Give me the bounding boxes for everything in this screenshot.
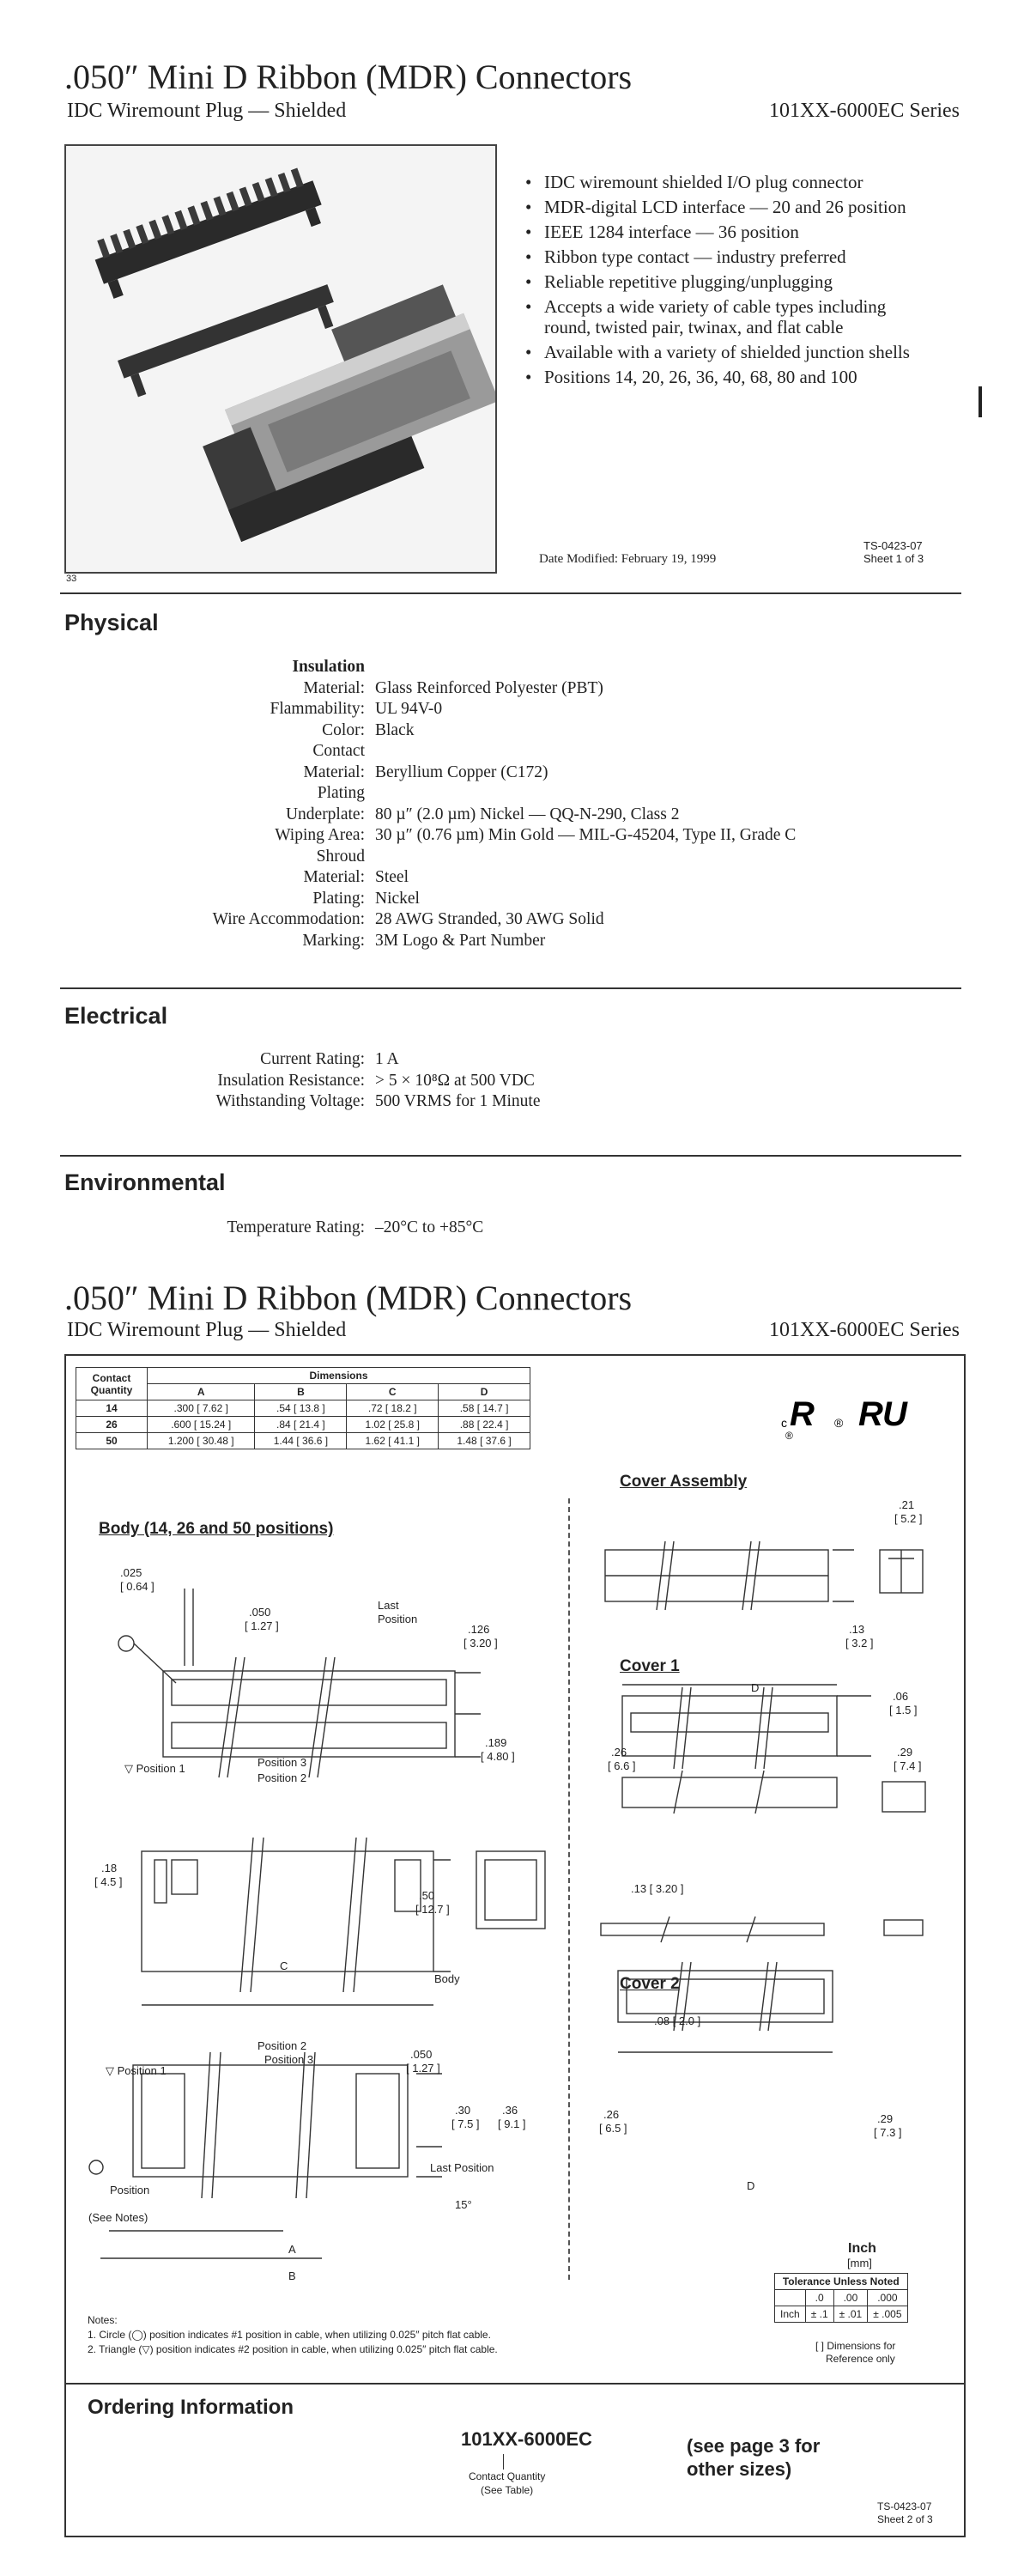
- c1-dim-06-mm: [ 1.5 ]: [889, 1704, 918, 1716]
- spec-value: [375, 657, 837, 678]
- spec-row: [64, 1049, 837, 1071]
- dim-18-mm: [ 4.5 ]: [94, 1875, 123, 1888]
- series-label: 101XX-6000EC Series: [769, 100, 960, 122]
- ca-dim-13-mm: [ 3.2 ]: [845, 1637, 874, 1649]
- col-header: A: [148, 1384, 255, 1400]
- c2-dim-26: .26: [603, 2108, 620, 2121]
- spec-row: [64, 889, 837, 910]
- spec-key: Color:: [322, 720, 365, 739]
- spec-key: Underplate:: [285, 805, 365, 823]
- svg-text:®: ®: [785, 1430, 793, 1442]
- c1-dim-26-mm: [ 6.6 ]: [608, 1759, 636, 1772]
- divider: [60, 1155, 961, 1157]
- c1-dim-06: .06: [893, 1690, 909, 1703]
- c1-dim-26: .26: [611, 1746, 627, 1759]
- spec-key: Temperature Rating:: [227, 1218, 365, 1236]
- pos3-bottom: Position 3: [264, 2053, 314, 2066]
- spec-value: UL 94V-0: [375, 700, 443, 718]
- spec-row: [64, 867, 837, 889]
- physical-heading: Physical: [64, 610, 159, 635]
- cover2-label: Cover 2: [620, 1975, 680, 1993]
- page2-subtitle: IDC Wiremount Plug — Shielded: [67, 1319, 347, 1341]
- tolerance-val: ± .01: [833, 2306, 868, 2323]
- last-position-bottom: Last Position: [430, 2161, 494, 2174]
- ul-certification-marks: [781, 1391, 936, 1447]
- svg-text:U: U: [882, 1395, 907, 1433]
- note-2: 2. Triangle (▽) position indicates #2 position in cable, when utilizing 0.025″ pitch flat cable.: [88, 2343, 498, 2355]
- spec-key: Shroud: [316, 847, 365, 866]
- table-cell: .88 [ 22.4 ]: [439, 1417, 530, 1433]
- dim-189: .189: [485, 1736, 507, 1749]
- divider: [64, 2383, 966, 2385]
- feature-item: • Positions 14, 20, 26, 36, 40, 68, 80 and 100: [525, 367, 929, 387]
- table-cell: 1.62 [ 41.1 ]: [347, 1433, 439, 1449]
- note-1: 1. Circle (◯) position indicates #1 position in cable, when utilizing 0.025″ pitch flat cable.: [88, 2329, 491, 2341]
- table-cell: .54 [ 13.8 ]: [255, 1400, 347, 1417]
- spec-key: Material:: [303, 868, 365, 886]
- tolerance-note-2: Reference only: [826, 2353, 895, 2365]
- photo-number: 33: [66, 574, 77, 584]
- pos2-bottom: Position 2: [258, 2039, 307, 2052]
- feature-item: • Ribbon type contact — industry preferred: [525, 246, 929, 267]
- table-cell: .600 [ 15.24 ]: [148, 1417, 255, 1433]
- electrical-specs: [64, 1049, 837, 1113]
- spec-key: Plating: [317, 784, 365, 802]
- body-section-label: Body (14, 26 and 50 positions): [99, 1520, 334, 1538]
- spec-value: [375, 783, 837, 805]
- spec-value: –20°C to +85°C: [375, 1218, 484, 1236]
- table-cell: .58 [ 14.7 ]: [439, 1400, 530, 1417]
- table-row: [76, 1417, 530, 1433]
- tolerance-col: .0: [805, 2290, 833, 2306]
- position2-label: Position 2: [258, 1771, 307, 1784]
- spec-key: Current Rating:: [260, 1050, 365, 1068]
- position1-label: ▽ Position 1: [124, 1762, 185, 1775]
- physical-specs: [64, 657, 837, 951]
- col-header: C: [347, 1384, 439, 1400]
- contact-quantity-label: Contact Quantity: [469, 2470, 546, 2482]
- spec-row: [64, 699, 837, 720]
- table-cell: .84 [ 21.4 ]: [255, 1417, 347, 1433]
- dim-30: .30: [455, 2104, 471, 2117]
- dim-36-mm: [ 9.1 ]: [498, 2117, 526, 2130]
- dim-30-mm: [ 7.5 ]: [451, 2117, 480, 2130]
- pos1-bottom-text: Position 1: [117, 2064, 167, 2077]
- tolerance-note-1: [ ] Dimensions for: [815, 2340, 896, 2352]
- see-page-note: (see page 3 for: [687, 2435, 821, 2457]
- table-cell: .72 [ 18.2 ]: [347, 1400, 439, 1417]
- feature-item: • Reliable repetitive plugging/unplugging: [525, 271, 929, 292]
- last-position-label: Last: [378, 1599, 399, 1612]
- c1-dim-29: .29: [897, 1746, 913, 1759]
- units-label: Inch: [848, 2241, 876, 2256]
- col-header: B: [255, 1384, 347, 1400]
- table-cell: 1.02 [ 25.8 ]: [347, 1417, 439, 1433]
- dim-c: C: [280, 1959, 288, 1972]
- spec-key: Material:: [303, 678, 365, 697]
- col-header: D: [439, 1384, 530, 1400]
- spec-key: Insulation: [292, 658, 365, 676]
- connector-illustration: [66, 146, 495, 572]
- spec-key: Flammability:: [270, 700, 365, 718]
- c1-dim-13: .13 [ 3.20 ]: [631, 1882, 684, 1895]
- divider: [60, 592, 961, 594]
- spec-value: 1 A: [375, 1050, 399, 1068]
- see-notes-label: (See Notes): [88, 2211, 148, 2224]
- feature-item: • Available with a variety of shielded junction shells: [525, 342, 929, 362]
- divider: [60, 987, 961, 989]
- doc-number: TS-0423-07: [863, 539, 923, 552]
- dim-050: .050: [249, 1606, 271, 1619]
- table-cell: 1.44 [ 36.6 ]: [255, 1433, 347, 1449]
- tolerance-col: .000: [868, 2290, 907, 2306]
- angle-label: 15°: [455, 2198, 472, 2211]
- spec-value: Nickel: [375, 889, 420, 908]
- table-cell: 1.48 [ 37.6 ]: [439, 1433, 530, 1449]
- spec-value: 30 µ″ (0.76 µm) Min Gold — MIL-G-45204, Type II, Grade C: [375, 826, 797, 844]
- position3-label: Position 3: [258, 1756, 307, 1769]
- ul-logo-icon: [781, 1391, 936, 1443]
- page-title: .050″ Mini D Ribbon (MDR) Connectors: [64, 58, 633, 96]
- units-mm: [mm]: [847, 2257, 872, 2269]
- spec-row: [64, 1091, 837, 1113]
- spec-value: Black: [375, 720, 415, 739]
- spec-row: [64, 720, 837, 742]
- feature-item: • IDC wiremount shielded I/O plug connector: [525, 172, 929, 192]
- spec-value: 28 AWG Stranded, 30 AWG Solid: [375, 910, 604, 928]
- tolerance-val: ± .1: [805, 2306, 833, 2323]
- table-cell: 26: [76, 1417, 148, 1433]
- spec-value: Glass Reinforced Polyester (PBT): [375, 678, 603, 697]
- spec-row: [64, 909, 837, 931]
- page-subtitle: IDC Wiremount Plug — Shielded: [67, 100, 347, 122]
- date-modified: Date Modified: February 19, 1999: [539, 552, 717, 566]
- spec-key: Contact: [312, 742, 365, 760]
- spec-key: Insulation Resistance:: [217, 1071, 365, 1090]
- tolerance-col: .00: [833, 2290, 868, 2306]
- environmental-heading: Environmental: [64, 1170, 226, 1195]
- c1-dim-29-mm: [ 7.4 ]: [894, 1759, 922, 1772]
- svg-text:R: R: [858, 1395, 883, 1433]
- see-page-note-2: other sizes): [687, 2458, 792, 2480]
- spec-key: Wiping Area:: [275, 826, 365, 844]
- ordering-heading: Ordering Information: [88, 2396, 294, 2419]
- last-position-label-2: Position: [378, 1613, 418, 1625]
- spec-value: > 5 × 10⁸Ω at 500 VDC: [375, 1071, 535, 1090]
- spec-row: [64, 931, 837, 952]
- dim-050-mm: [ 1.27 ]: [245, 1619, 279, 1632]
- dim-b-050: .050: [410, 2048, 433, 2061]
- table-row: [76, 1433, 530, 1449]
- table-cell: 1.200 [ 30.48 ]: [148, 1433, 255, 1449]
- dim-025-mm: [ 0.64 ]: [120, 1580, 154, 1593]
- c2-dim-08: .08 [ 2.0 ]: [654, 2014, 701, 2027]
- feature-item: • IEEE 1284 interface — 36 position: [525, 222, 929, 242]
- spec-value: Steel: [375, 868, 409, 886]
- spec-row: [64, 847, 837, 868]
- product-photo: [64, 144, 497, 574]
- dim-a: A: [288, 2243, 296, 2256]
- margin-bar: [978, 386, 982, 417]
- position-label: Position: [110, 2184, 150, 2196]
- dim-126: .126: [468, 1623, 490, 1636]
- dim-189-mm: [ 4.80 ]: [481, 1750, 515, 1763]
- feature-item: • Accepts a wide variety of cable types including round, twisted pair, twinax, and flat cable: [525, 296, 929, 337]
- pos1-bottom: ▽ Position 1: [106, 2064, 167, 2077]
- position1-text: Position 1: [136, 1762, 185, 1775]
- tolerance-title: Tolerance Unless Noted: [775, 2274, 908, 2290]
- c2-dim-29: .29: [877, 2112, 894, 2125]
- spec-value: [375, 741, 837, 762]
- spec-value: 80 µ″ (2.0 µm) Nickel — QQ-N-290, Class 2: [375, 805, 680, 823]
- spec-row: [64, 762, 837, 784]
- spec-row: [64, 1218, 837, 1239]
- tolerance-row-label: Inch: [775, 2306, 806, 2323]
- table-cell: 14: [76, 1400, 148, 1417]
- spec-key: Wire Accommodation:: [212, 910, 365, 928]
- spec-key: Plating:: [312, 889, 365, 908]
- table-cell: .300 [ 7.62 ]: [148, 1400, 255, 1417]
- dim-025: .025: [120, 1566, 142, 1579]
- spec-row: [64, 783, 837, 805]
- spec-value: Beryllium Copper (C172): [375, 762, 548, 781]
- spec-value: 3M Logo & Part Number: [375, 931, 546, 950]
- spec-key: Material:: [303, 762, 365, 781]
- dim-126-mm: [ 3.20 ]: [464, 1637, 498, 1649]
- feature-item: • MDR-digital LCD interface — 20 and 26 position: [525, 197, 929, 217]
- table-row: [76, 1400, 530, 1417]
- electrical-heading: Electrical: [64, 1003, 168, 1029]
- dimension-table: [76, 1367, 530, 1449]
- c2-dim-d: D: [747, 2179, 755, 2192]
- spec-row: [64, 657, 837, 678]
- ca-dim-21-mm: [ 5.2 ]: [894, 1512, 923, 1525]
- environmental-specs: [64, 1218, 837, 1239]
- c1-dim-d: D: [751, 1681, 760, 1694]
- feature-list: [525, 172, 929, 392]
- tolerance-table: [774, 2273, 908, 2323]
- c2-dim-26-mm: [ 6.5 ]: [599, 2122, 627, 2135]
- dim-36: .36: [502, 2104, 518, 2117]
- dim-b-050-mm: [ 1.27 ]: [406, 2062, 440, 2075]
- cover1-label: Cover 1: [620, 1657, 680, 1675]
- spec-value: [375, 847, 837, 868]
- qty-pointer: [503, 2454, 504, 2470]
- spec-row: [64, 678, 837, 700]
- spec-key: Withstanding Voltage:: [215, 1092, 365, 1110]
- tolerance-val: ± .005: [868, 2306, 907, 2323]
- page2-doc-number: TS-0423-07: [877, 2500, 932, 2512]
- dim-50: .50: [419, 1889, 435, 1902]
- page2-sheet-number: Sheet 2 of 3: [877, 2513, 933, 2525]
- svg-text:R: R: [790, 1395, 815, 1433]
- dim-50-mm: [ 12.7 ]: [415, 1903, 450, 1916]
- c2-dim-29-mm: [ 7.3 ]: [874, 2126, 902, 2139]
- spec-value: 500 VRMS for 1 Minute: [375, 1092, 541, 1110]
- drawing-divider: [568, 1498, 570, 2280]
- dim-18: .18: [101, 1862, 118, 1874]
- cover-drawings: [588, 1494, 957, 2198]
- ordering-part-number: 101XX-6000EC: [461, 2428, 592, 2450]
- page2-title: .050″ Mini D Ribbon (MDR) Connectors: [64, 1279, 633, 1317]
- dim-b: B: [288, 2269, 296, 2282]
- sheet-number: Sheet 1 of 3: [863, 552, 924, 565]
- col-header-qty: Contact Quantity: [76, 1368, 148, 1400]
- ul-c-mark: c: [781, 1416, 787, 1430]
- spec-row: [64, 825, 837, 847]
- ul-r-mark: ®: [834, 1416, 844, 1430]
- spec-row: [64, 805, 837, 826]
- see-table-label: (See Table): [481, 2484, 534, 2496]
- ca-dim-13: .13: [849, 1623, 865, 1636]
- notes-heading: Notes:: [88, 2314, 118, 2326]
- page2-series-label: 101XX-6000EC Series: [769, 1319, 960, 1341]
- ca-dim-21: .21: [899, 1498, 915, 1511]
- spec-row: [64, 1071, 837, 1092]
- col-header-dimensions: Dimensions: [148, 1368, 530, 1384]
- spec-key: Marking:: [302, 931, 365, 950]
- table-cell: 50: [76, 1433, 148, 1449]
- cover-assembly-label: Cover Assembly: [620, 1473, 748, 1491]
- spec-row: [64, 741, 837, 762]
- body-callout: Body: [434, 1972, 460, 1985]
